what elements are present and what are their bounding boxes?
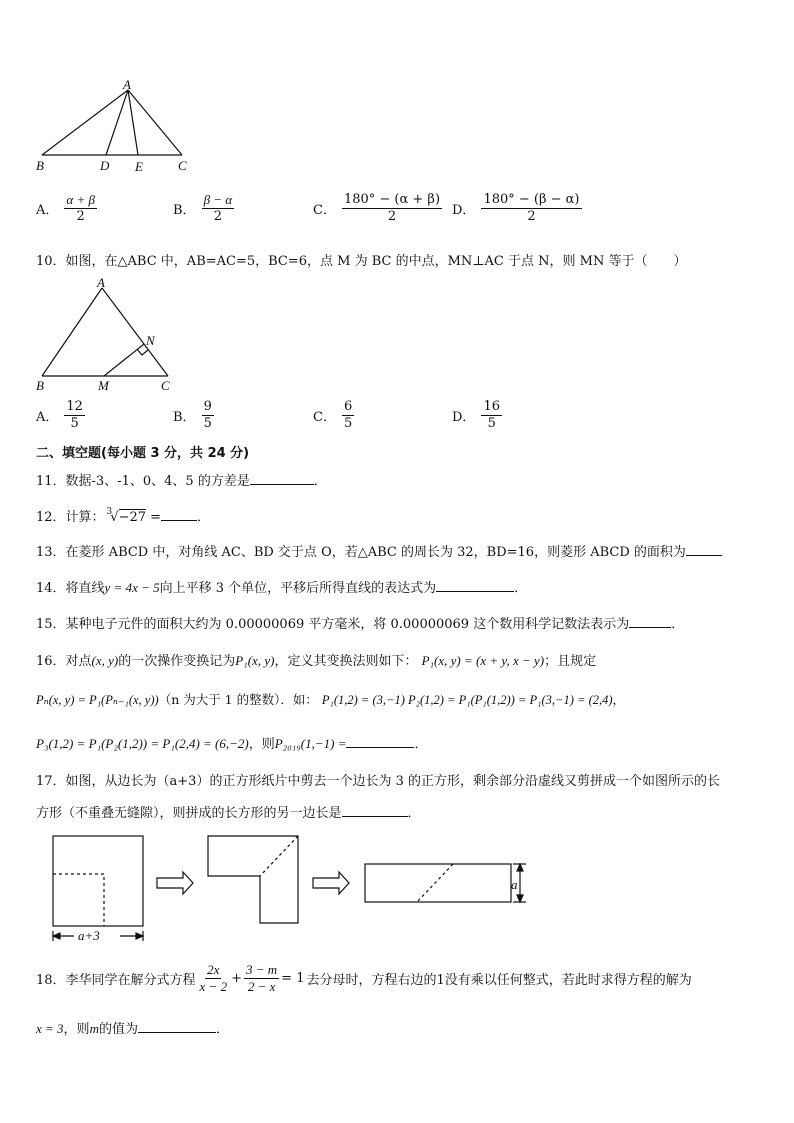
q17-answer-blank[interactable] [342,815,408,817]
q16-line2-end: ， [612,692,626,707]
q18-eq: = 1 [281,971,305,987]
q9-option-c-den: 2 [387,209,397,225]
q9-option-b-den: 2 [213,209,222,225]
q13-answer-blank[interactable] [686,554,722,556]
q10-option-c-num: 6 [342,399,354,416]
q9-option-a-letter: A． [36,203,59,219]
q10-option-b-letter: B． [173,410,196,426]
q12-root-index: 3 [106,506,113,517]
q9-option-c-letter: C． [313,203,336,219]
q16-mid2: ，定义其变换法则如下： [274,654,418,669]
q16-line1-end: ；且规定 [544,654,597,669]
q16-line3-end: ． [414,737,428,752]
q18-f2-num: 3 − m [244,962,279,979]
q10-label-m: M [98,378,109,393]
q18-line1 [36,962,692,996]
q11-answer-blank[interactable] [250,483,314,485]
q18-f1-num: 2x [205,962,221,979]
q14 [36,577,527,596]
q12-eq: = [146,510,162,525]
q17-line1: 17．如图，从边长为（a+3）的正方形纸片中剪去一个边长为 3 的正方形，剩余部分沿虚线又剪拼成一个如图所示的长 [36,774,720,789]
q18-f2-den: 2 − x [247,979,276,995]
q12-prefix: 12．计算： [36,510,105,525]
q16-note: （n 为大于 1 的整数）．如： [158,692,318,707]
q18-plus: + [231,971,242,987]
q9-label-b: B [36,158,44,173]
q18-solution: x = 3 [36,1021,64,1036]
q16-rule: P₁(x, y) = (x + y, x − y) [421,653,545,668]
q10-text: 10．如图，在△ABC 中，AB=AC=5，BC=6，点 M 为 BC 的中点，MN⊥AC 于点 N，则 MN 等于（ ） [36,254,687,269]
q12-answer-blank[interactable] [161,519,197,521]
q18-f1-den: x − 2 [199,979,228,995]
q9-option-d-fraction [481,192,581,226]
q13 [36,541,722,560]
q16-line3-mid: ，则 [248,737,275,752]
q14-expr: y = 4x − 5 [104,580,160,595]
q18-fraction-2 [244,962,279,996]
q9-option-a[interactable] [36,192,97,226]
q16-def: Pₙ(x, y) = P₁(Pₙ₋₁(x, y)) [36,693,159,707]
q18-prefix: 18．李华同学在解分式方程 [36,973,196,989]
q9-triangle-figure [30,78,200,178]
q16-line3 [36,733,428,752]
q16-question: P₂₀₁₉(1,−1) = [274,736,347,751]
q10-option-b-den: 5 [203,416,212,432]
q16-p1: P₁(x, y) [235,653,275,668]
q10-option-b-fraction [202,399,214,433]
q9-option-d[interactable] [452,192,582,226]
q17-end: ． [407,806,421,821]
q14-suffix: 向上平移 3 个单位，平移后所得直线的表达式为 [159,581,437,596]
q15-end: ． [671,617,685,632]
q10-option-d-den: 5 [487,416,496,432]
q12 [36,506,210,525]
q10-option-c-den: 5 [343,416,353,432]
q10-option-b[interactable] [173,399,214,433]
q16-example2: P₃(1,2) = P₁(P₂(1,2)) = P₁(2,4) = (6,−2) [36,736,249,751]
q13-text: 13．在菱形 ABCD 中，对角线 AC、BD 交于点 O，若△ABC 的周长为 32，BD=16，则菱形 ABCD 的面积为 [36,545,686,560]
q9-option-c[interactable] [313,192,442,226]
q11-text: 11．数据-3、-1、0、4、5 的方差是 [36,474,250,489]
q11 [36,470,327,489]
q9-option-a-num: α + β [64,192,97,209]
q9-option-a-den: 2 [76,209,85,225]
q17-line2-text: 方形（不重叠无缝隙），则拼成的长方形的另一边长是 [36,806,342,821]
q18-fraction-1 [198,962,230,996]
q18-line2-mid: ，则 [63,1022,90,1037]
q9-option-d-den: 2 [527,209,536,225]
q10-option-a-letter: A． [36,410,59,426]
q9-option-b[interactable] [173,192,234,226]
q10-option-a-den: 5 [70,416,79,432]
q10-option-a[interactable] [36,399,85,433]
q10-label-c: C [161,378,170,393]
q9-option-b-fraction [202,192,235,226]
q17-line2 [36,802,421,821]
q10-option-d-letter: D． [452,410,476,426]
q10-triangle-figure [30,276,180,396]
q10-option-a-fraction [64,399,85,433]
q17-figure [40,828,560,950]
q11-end: ． [313,474,327,489]
q14-end: ． [514,581,528,596]
radical-icon: √ [110,510,119,525]
q9-option-b-num: β − α [202,192,235,209]
q10-option-c-letter: C． [313,410,336,426]
q16-line1 [36,650,596,669]
q18-end: ． [215,1022,229,1037]
q10-label-a: A [97,276,105,290]
q10-option-c[interactable] [313,399,354,433]
q9-label-c: C [178,158,187,173]
q10-option-a-num: 12 [64,399,85,416]
q9-option-b-letter: B． [173,203,196,219]
q18-var: m [89,1021,99,1036]
q10-option-d-fraction [481,399,502,433]
q15-answer-blank[interactable] [629,626,671,628]
q9-option-a-fraction [64,192,97,226]
q9-label-e: E [135,159,143,174]
q16-prefix: 16．对点 [36,654,92,669]
q16-mid: 的一次操作变换记为 [118,654,236,669]
q18-answer-blank[interactable] [138,1031,216,1033]
q10-label-b: B [36,378,44,393]
q15-text: 15．某种电子元件的面积大约为 0.00000069 平方毫米，将 0.00000069 这个数用科学记数法表示为 [36,617,630,632]
q16-line2 [36,690,625,708]
q18-suffix: 去分母时，方程右边的1没有乘以任何整式，若此时求得方程的解为 [306,973,692,989]
q16-answer-blank[interactable] [346,746,414,748]
q16-point: (x, y) [91,653,119,668]
q12-radicand: −27 [118,510,147,525]
q18-line2-suffix: 的值为 [98,1022,138,1037]
q17-width-label: a+3 [78,928,100,943]
q9-option-c-num: 180° − (α + β) [342,192,442,209]
q9-option-d-num: 180° − (β − α) [481,192,581,209]
q10-option-b-num: 9 [202,399,214,416]
q16-example1: P₁(1,2) = (3,−1) P₂(1,2) = P₁(P₁(1,2)) = P₁(3,−1) = (2,4) [321,693,613,707]
q17-height-label: a [511,877,518,892]
q10-option-d-num: 16 [481,399,502,416]
q12-end: ． [197,510,211,525]
q9-option-c-fraction [342,192,442,226]
q9-label-d: D [100,158,110,173]
section-2-heading: 二、填空题(每小题 3 分，共 24 分) [36,446,250,461]
q14-answer-blank[interactable] [436,590,514,592]
q18-line2 [36,1018,229,1037]
q10-option-d[interactable] [452,399,502,433]
q14-prefix: 14．将直线 [36,581,105,596]
q9-label-a: A [123,78,131,92]
q10-label-n: N [146,333,155,348]
q9-option-d-letter: D． [452,203,476,219]
q10-option-c-fraction [342,399,354,433]
q15 [36,613,684,632]
